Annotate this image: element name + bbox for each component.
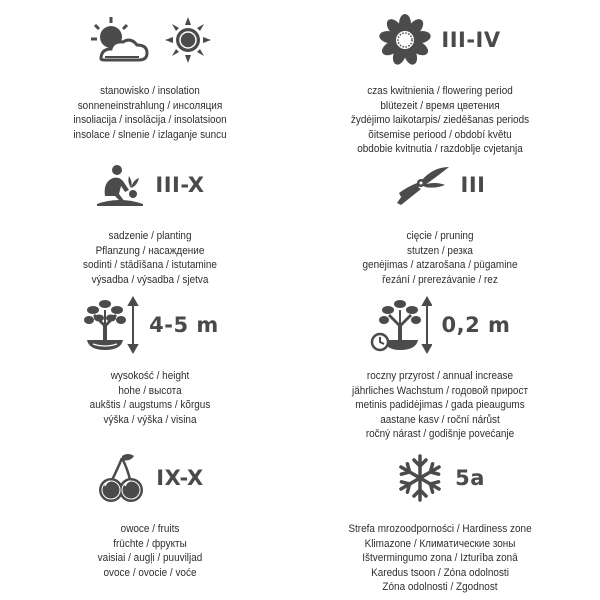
fruits-cell [30,448,270,580]
text-line: cięcie / pruning [406,230,474,242]
text-line: ovoce / ovocie / voće [103,566,197,579]
text-line: vaisiai / augļi / puuviljad [97,552,203,565]
text-line: Strefa mrozoodporności / Hardiness zone [348,523,532,535]
text-line: aukštis / augstums / kõrgus [89,399,211,412]
text-line: Pflanzung / насаждение [95,244,205,257]
text-line: Ištvermingumo zona / Izturība zonā [362,552,518,565]
text-line: obdobie kvitnutia / razdoblje cvjetanja [357,143,523,156]
flowering-text [308,84,571,157]
planting-icons [30,155,270,215]
planting-cell [30,155,270,287]
hardiness-icons [300,448,580,508]
hardiness-text [308,522,571,595]
insolation-text [37,84,263,142]
fruits-icons [30,448,270,508]
pruning-text [308,229,571,287]
text-line: žydėjimo laikotarpis/ ziedēšanas periods [350,114,530,127]
planting-code: III-X [155,173,205,197]
sun-icon [163,15,213,65]
text-line: wysokość / height [110,370,190,382]
text-line: ročný nárast / godišnje povećanje [365,428,515,441]
flowering-icons [300,10,580,70]
pruning-code: III [460,173,486,197]
text-line: õitsemise periood / období květu [368,128,512,141]
flowering-code: III-IV [441,28,501,52]
insolation-icons [30,10,270,70]
cherries-icon [96,452,146,504]
tree-height-icon [81,296,139,354]
text-line: metinis padidėjimas / gada pieaugums [355,399,525,412]
annual-increase-code: 0,2 m [441,313,511,337]
flowering-cell [300,10,580,157]
height-cell [30,295,270,427]
height-text [37,369,263,427]
flower-icon [379,14,431,66]
text-line: aastane kasv / roční nárůst [380,413,500,426]
text-line: insoliacija / insolācija / insolatsioon [73,114,227,127]
hardiness-cell [300,448,580,595]
annual-increase-cell [300,295,580,442]
text-line: insolace / slnenie / izlaganje suncu [73,128,227,141]
fruits-text [37,522,263,580]
text-line: stanowisko / insolation [100,85,200,97]
text-line: výška / výška / visina [103,413,197,426]
hardiness-code: 5a [455,466,485,490]
text-line: Zóna odolnosti / Zgodnost [382,581,498,594]
sun-behind-cloud-icon [87,15,149,65]
text-line: sodinti / stādīšana / istutamine [83,259,217,272]
height-icons [30,295,270,355]
pruning-shears-icon [395,163,451,207]
annual-increase-text [308,369,571,442]
text-line: stutzen / резка [407,244,473,257]
text-line: výsadba / výsadba / sjetva [91,273,209,286]
pruning-icons [300,155,580,215]
text-line: řezání / prerezávanie / rez [382,273,498,286]
annual-increase-icons [300,295,580,355]
text-line: sadzenie / planting [108,230,192,242]
text-line: genėjimas / atzarošana / pügamine [362,259,518,272]
planting-text [37,229,263,287]
text-line: owoce / fruits [120,523,180,535]
text-line: Karedus tsoon / Zóna odolnosti [371,566,509,579]
text-line: hohe / высота [118,384,182,397]
pruning-cell [300,155,580,287]
text-line: czas kwitnienia / flowering period [367,85,513,97]
tree-growth-clock-icon [370,296,432,354]
text-line: Klimazone / Климатические зоны [364,537,516,550]
fruits-code: IX-X [156,466,204,490]
insolation-cell [30,10,270,142]
text-line: jährliches Wachstum / годовой прирост [351,384,529,397]
snowflake-icon [395,453,445,503]
height-code: 4-5 m [149,313,219,337]
text-line: sonneneinstrahlung / инсоляция [77,99,223,112]
text-line: früchte / фрукты [113,537,187,550]
text-line: blütezeit / время цветения [380,99,500,112]
text-line: roczny przyrost / annual increase [366,370,514,382]
person-planting-icon [95,162,145,208]
